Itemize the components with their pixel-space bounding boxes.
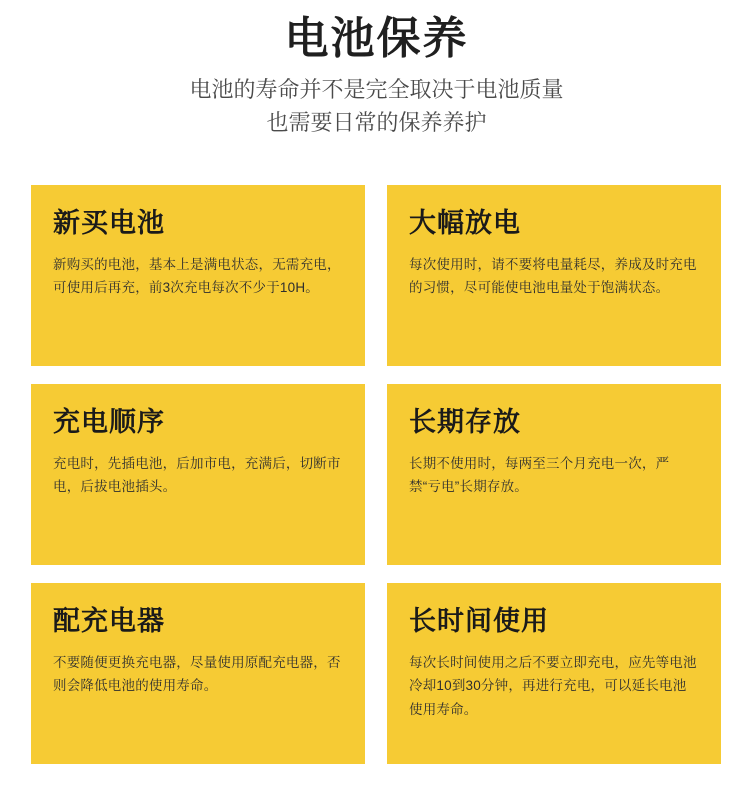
tip-card (387, 583, 721, 764)
tip-card-body: 每次长时间使用之后不要立即充电，应先等电池冷却10到30分钟，再进行充电，可以延长电池使用寿命。 (409, 654, 697, 717)
tip-card-body: 新购买的电池，基本上是满电状态，无需充电，可使用后再充，前3次充电每次不少于10H。 (53, 256, 341, 296)
tip-card-body: 长期不使用时，每两至三个月充电一次，严禁“亏电”长期存放。 (409, 455, 670, 495)
tip-card (31, 185, 365, 366)
tip-card-title: 长时间使用 (409, 606, 549, 636)
tip-card (387, 384, 721, 565)
tips-grid (31, 185, 722, 764)
header (0, 0, 753, 139)
subtitle-line-2: 也需要日常的保养养护 (266, 109, 487, 135)
tip-card-body: 不要随便更换充电器，尽量使用原配充电器，否则会降低电池的使用寿命。 (53, 654, 341, 694)
page-subtitle (0, 73, 753, 139)
page-title: 电池保养 (284, 14, 469, 63)
tip-card-title: 新买电池 (53, 208, 165, 238)
tip-card-title: 长期存放 (409, 407, 521, 437)
tip-card (31, 583, 365, 764)
tip-card (31, 384, 365, 565)
tip-card-title: 大幅放电 (409, 208, 521, 238)
tip-card-title: 配充电器 (53, 606, 165, 636)
tip-card-body: 每次使用时，请不要将电量耗尽，养成及时充电的习惯，尽可能使电池电量处于饱满状态。 (409, 256, 697, 296)
tip-card-body: 充电时，先插电池，后加市电，充满后，切断市电，后拔电池插头。 (53, 455, 341, 495)
subtitle-line-1: 电池的寿命并不是完全取决于电池质量 (189, 76, 564, 102)
tip-card-title: 充电顺序 (53, 407, 165, 437)
tip-card (387, 185, 721, 366)
